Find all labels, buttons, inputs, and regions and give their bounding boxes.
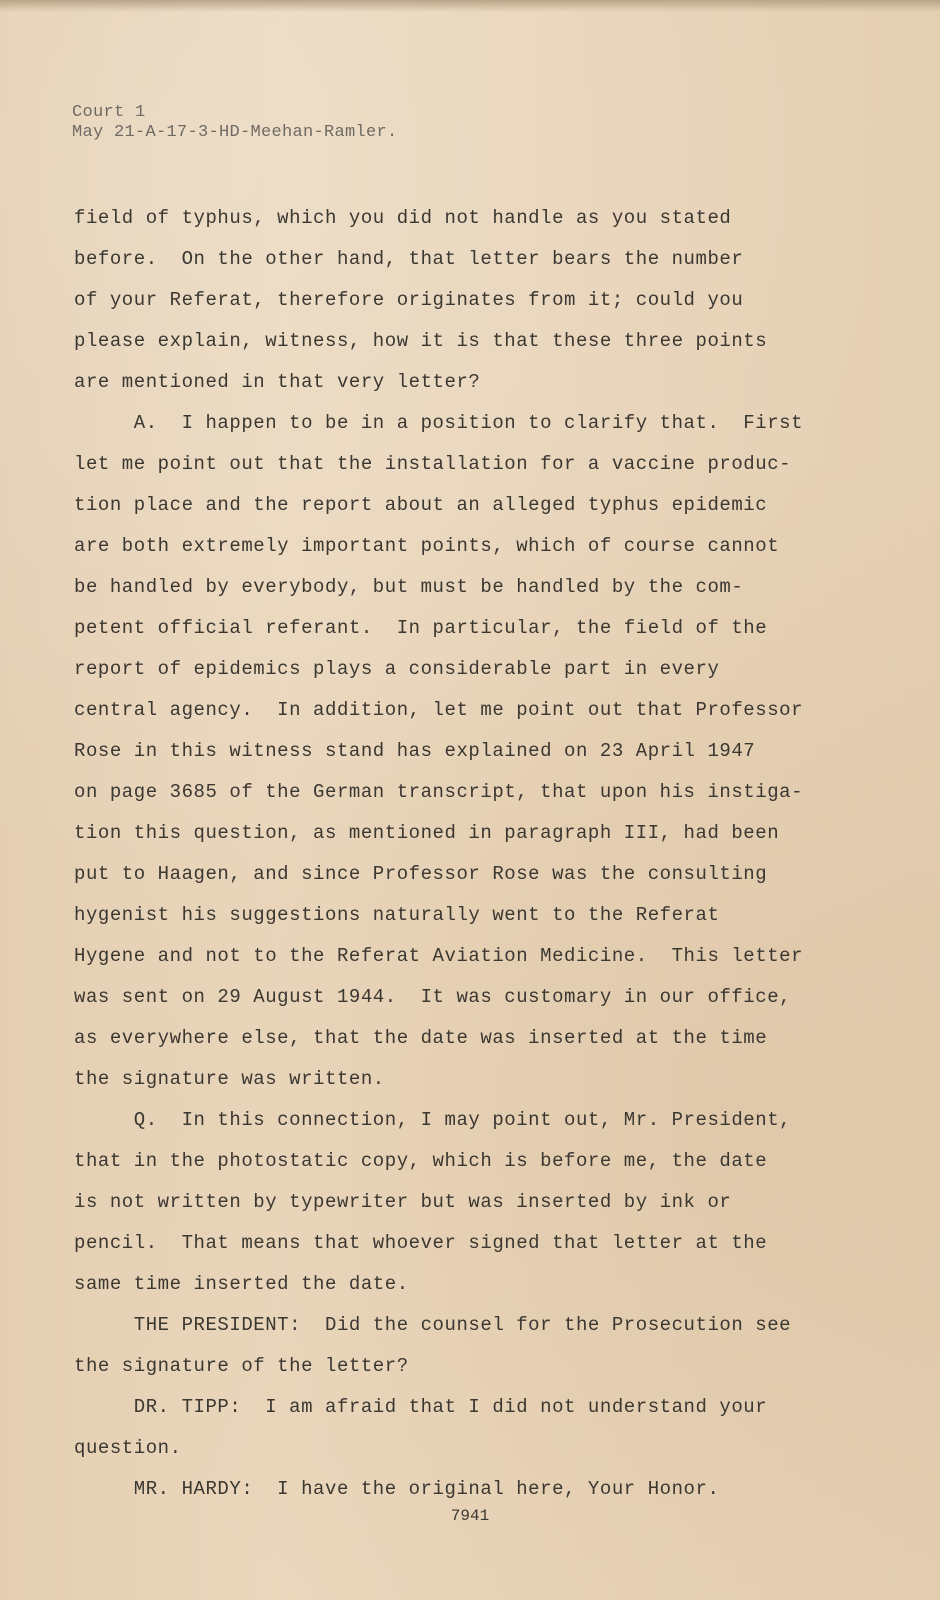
transcript-line: pencil. That means that whoever signed that letter at the (74, 1232, 768, 1254)
transcript-line: let me point out that the installation for a vaccine produc- (74, 453, 792, 475)
transcript-line: central agency. In addition, let me point out that Professor (74, 699, 804, 721)
transcript-body (74, 198, 834, 1510)
transcript-line: same time inserted the date. (74, 1273, 409, 1295)
transcript-line: as everywhere else, that the date was inserted at the time (74, 1027, 768, 1049)
transcript-line: Rose in this witness stand has explained on 23 April 1947 (74, 740, 756, 762)
transcript-line: question. (74, 1437, 182, 1459)
transcript-line: field of typhus, which you did not handle as you stated (74, 207, 732, 229)
page-number: 7941 (450, 1507, 490, 1525)
transcript-line: tion this question, as mentioned in paragraph III, had been (74, 822, 780, 844)
transcript-line: of your Referat, therefore originates from it; could you (74, 289, 744, 311)
transcript-line: the signature was written. (74, 1068, 385, 1090)
transcript-line: hygenist his suggestions naturally went to the Referat (74, 904, 720, 926)
transcript-line: Q. In this connection, I may point out, Mr. President, (74, 1109, 792, 1131)
transcript-line: is not written by typewriter but was inserted by ink or (74, 1191, 732, 1213)
transcript-line: are both extremely important points, which of course cannot (74, 535, 780, 557)
transcript-line: was sent on 29 August 1944. It was customary in our office, (74, 986, 792, 1008)
page-top-edge (0, 0, 940, 12)
transcript-line: before. On the other hand, that letter bears the number (74, 248, 744, 270)
transcript-line: please explain, witness, how it is that these three points (74, 330, 768, 352)
header-session-reference: May 21-A-17-3-HD-Meehan-Ramler. (72, 123, 398, 142)
transcript-line: that in the photostatic copy, which is before me, the date (74, 1150, 768, 1172)
transcript-line: DR. TIPP: I am afraid that I did not understand your (74, 1396, 768, 1418)
transcript-line: MR. HARDY: I have the original here, Your Honor. (74, 1478, 720, 1500)
transcript-line: the signature of the letter? (74, 1355, 409, 1377)
transcript-line: A. I happen to be in a position to clarify that. First (74, 412, 804, 434)
header-court: Court 1 (72, 103, 146, 122)
transcript-line: be handled by everybody, but must be handled by the com- (74, 576, 744, 598)
transcript-line: are mentioned in that very letter? (74, 371, 481, 393)
transcript-line: on page 3685 of the German transcript, that upon his instiga- (74, 781, 804, 803)
transcript-line: Hygene and not to the Referat Aviation Medicine. This letter (74, 945, 804, 967)
transcript-line: THE PRESIDENT: Did the counsel for the Prosecution see (74, 1314, 792, 1336)
transcript-line: put to Haagen, and since Professor Rose was the consulting (74, 863, 768, 885)
document-header (72, 103, 398, 143)
transcript-line: tion place and the report about an alleged typhus epidemic (74, 494, 768, 516)
transcript-line: report of epidemics plays a considerable part in every (74, 658, 720, 680)
transcript-line: petent official referant. In particular, the field of the (74, 617, 768, 639)
